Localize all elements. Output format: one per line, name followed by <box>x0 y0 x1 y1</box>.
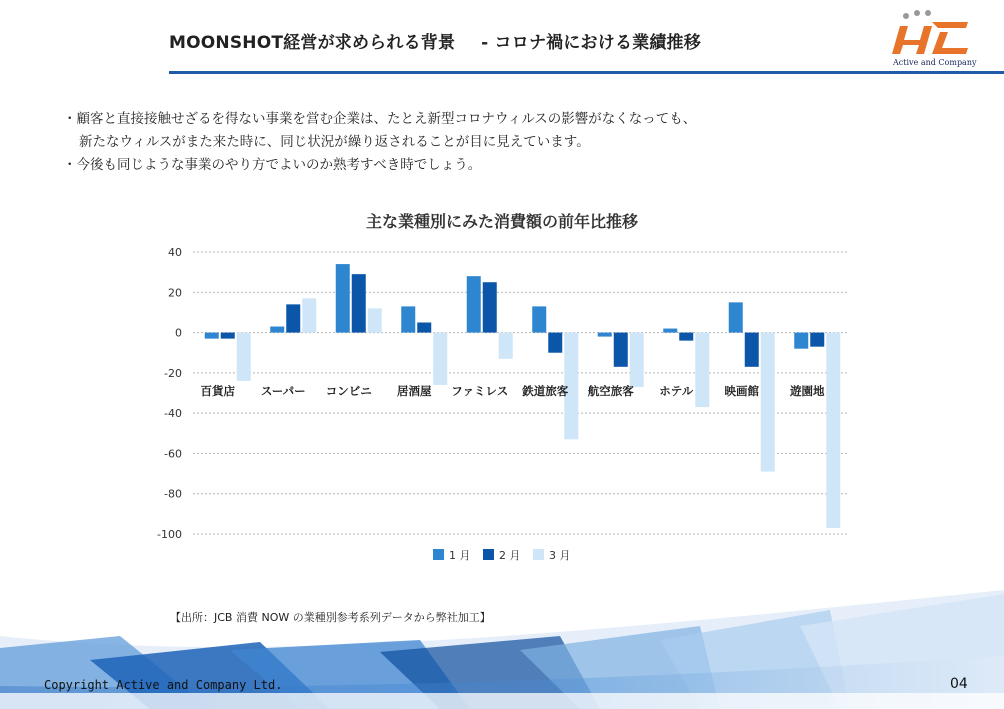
bar <box>761 333 775 472</box>
bar <box>810 333 824 347</box>
bar <box>614 333 628 367</box>
bar <box>352 274 366 332</box>
x-category-label: ファミレス <box>451 384 509 398</box>
y-tick-label: -80 <box>164 487 182 501</box>
y-tick-label: -40 <box>164 407 182 421</box>
bar <box>302 298 316 332</box>
y-tick-label: 40 <box>168 246 182 259</box>
bar <box>205 333 219 339</box>
x-category-label: 遊園地 <box>790 384 825 398</box>
bullet-item-1: ・顧客と直接接触せざるを得ない事業を営む企業は、たとえ新型コロナウィルスの影響がなくなっても、 <box>63 111 697 127</box>
x-category-label: スーパー <box>260 384 306 398</box>
y-tick-label: -100 <box>157 528 182 541</box>
y-tick-label: 0 <box>175 326 182 340</box>
bar <box>433 333 447 385</box>
legend-label: 1 月 <box>449 549 471 562</box>
x-category-label: コンビニ <box>325 384 372 398</box>
x-category-label: 居酒屋 <box>397 384 432 398</box>
page-title-main: MOONSHOT経営が求められる背景 <box>169 33 456 53</box>
bar <box>745 333 759 367</box>
bar <box>237 333 251 381</box>
legend-swatch <box>483 549 494 560</box>
bar <box>729 302 743 332</box>
y-tick-label: 20 <box>168 286 182 300</box>
bar <box>548 333 562 353</box>
bar <box>336 264 350 332</box>
legend-label: 3 月 <box>549 549 571 562</box>
bar <box>663 329 677 333</box>
x-category-label: 航空旅客 <box>587 384 634 398</box>
bar <box>221 333 235 339</box>
y-tick-label: -20 <box>164 366 182 380</box>
legend-swatch <box>533 549 544 560</box>
copyright-text: Copyright Active and Company Ltd. <box>44 678 283 692</box>
bar <box>483 282 497 332</box>
bar <box>630 333 644 387</box>
source-note: 【出所：JCB 消費 NOW の業種別参考系列データから弊社加工】 <box>170 611 491 624</box>
legend-label: 2 月 <box>499 549 521 562</box>
bar <box>368 308 382 332</box>
bullet-item-1-continued: 新たなウィルスがまた来た時に、同じ状況が繰り返されることが目に見えています。 <box>79 134 590 150</box>
bar <box>467 276 481 332</box>
bullet-item-2: ・今後も同じような事業のやり方でよいのか熟考すべき時でしょう。 <box>63 157 482 173</box>
bar <box>401 306 415 332</box>
page-number: 04 <box>950 676 968 692</box>
legend-swatch <box>433 549 444 560</box>
x-category-label: 百貨店 <box>200 384 235 398</box>
bar <box>695 333 709 408</box>
y-tick-label: -60 <box>164 447 182 461</box>
x-category-label: 映画館 <box>724 384 759 398</box>
page-subtitle: - コロナ禍における業績推移 <box>481 33 701 53</box>
bar <box>598 333 612 337</box>
x-category-label: 鉄道旅客 <box>522 384 569 398</box>
logo-text: Active and Company <box>893 58 977 67</box>
bar <box>286 304 300 332</box>
bar <box>679 333 693 341</box>
chart-title: 主な業種別にみた消費額の前年比推移 <box>365 212 638 231</box>
bar <box>499 333 513 359</box>
x-category-label: ホテル <box>659 384 694 398</box>
bar <box>270 327 284 333</box>
bar <box>532 306 546 332</box>
bar <box>794 333 808 349</box>
bar <box>417 323 431 333</box>
bar <box>826 333 840 528</box>
